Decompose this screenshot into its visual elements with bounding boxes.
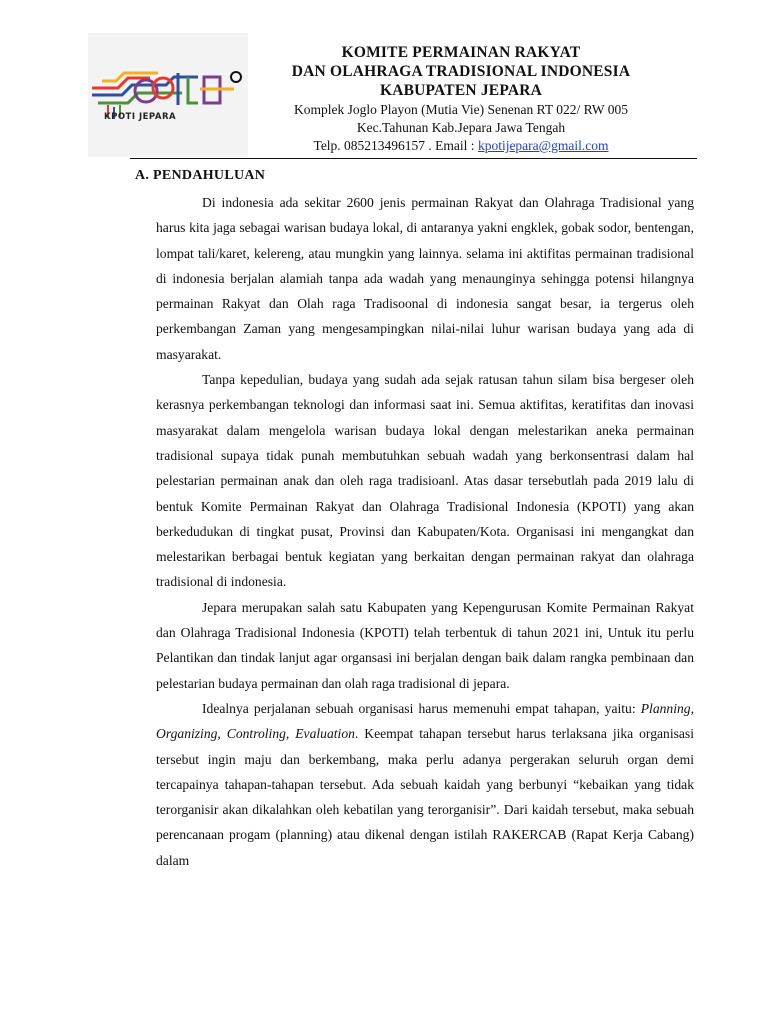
paragraph-3: Jepara merupakan salah satu Kabupaten yang Kepengurusan Komite Permainan Rakyat dan Olahraga Tradisional Indonesia (KPOTI) telah terbentuk di tahun 2021 ini, Untuk itu perlu Pelantikan dan tindak lanjut agar organsasi ini berjalan dengan baik dalam rangka pembinaan dan pelestarian budaya permainan dan olah raga tradisional di jepara. (156, 599, 694, 691)
contact-line (256, 137, 666, 155)
email-link[interactable]: kpotijepara@gmail.com (477, 138, 609, 153)
letterhead (256, 43, 666, 155)
address-line-1: Komplek Joglo Playon (Mutia Vie) Senenan RT 022/ RW 005 (294, 102, 628, 117)
address-line-2: Kec.Tahunan Kab.Jepara Jawa Tengah (356, 120, 566, 135)
org-title-line-1: KOMITE PERMAINAN RAKYAT (341, 44, 581, 61)
kpoti-logo-icon (88, 33, 248, 157)
org-title-line-3: KABUPATEN JEPARA (379, 82, 543, 99)
paragraph-2: Tanpa kepedulian, budaya yang sudah ada sejak ratusan tahun silam bisa bergeser oleh kerasnya perkembangan teknologi dan informasi saat ini. Semua aktifitas, keratifitas dan inovasi masyarakat dalam mengelola warisan budaya lokal dengan melestarikan aneka permainan tradisional supaya tidak punah membutuhkan sebuah wadah yang berkonsentrasi dalam hal pelestarian permainan anak dan oleh raga tradisioanl. Atas dasar tersebutlah pada 2019 lalu di bentuk Komite Permainan Rakyat dan Olahraga Tradisional Indonesia (KPOTI) yang akan berkedudukan di tingkat pusat, Provinsi dan Kabupaten/Kota. Organisasi ini mengangkat dan melestarikan berbagai bentuk kegiatan yang berkaitan dengan permainan rakyat dan olahraga tradisional di indonesia. (156, 372, 694, 590)
document-body (156, 190, 694, 873)
logo-caption: KPOTI JEPARA (104, 112, 177, 122)
org-title-line-2: DAN OLAHRAGA TRADISIONAL INDONESIA (291, 63, 631, 80)
phone-text: Telp. 085213496157 . Email : (313, 138, 478, 153)
paragraph-4-italic: Planning, Organizing, Controling, Evaluation (156, 700, 694, 742)
paragraph-4-rest: . Keempat tahapan tersebut harus terlaksana jika organisasi tersebut ingin maju dan berkembang, maka perlu adanya pergerakan seluruh organ demi tercapainya tahapan-tahapan tersebut. Ada sebuah kaidah yang berbunyi “kebaikan yang tidak terorganisir akan dikalahkan oleh kebatilan yang terorganisir”. Dari kaidah tersebut, maka sebuah perencanaan progam (planning) atau dikenal dengan istilah RAKERCAB (Rapat Kerja Cabang) dalam (156, 726, 695, 868)
paragraph-4 (156, 696, 694, 873)
paragraph-1: Di indonesia ada sekitar 2600 jenis permainan Rakyat dan Olahraga Tradisional yang harus kita jaga sebagai warisan budaya lokal, di antaranya yakni engklek, gobak sodor, bentengan, lompat tali/karet, kelereng, atau mungkin yang lainnya. selama ini aktifitas permainan tradisional di indonesia berjalan alamiah tanpa ada wadah yang menaunginya sehingga potensi hilangnya permainan Rakyat dan Olah raga Tradisoonal di indonesia sangat besar, ia tergerus oleh perkembangan Zaman yang mengesampingkan nilai-nilai luhur warisan budaya yang ada di masyarakat. (156, 195, 694, 362)
header-divider (130, 158, 697, 159)
kpoti-logo (88, 33, 248, 157)
paragraph-4-start: Idealnya perjalanan sebuah organisasi harus memenuhi empat tahapan, yaitu: (202, 700, 641, 716)
section-heading: A. PENDAHULUAN (135, 168, 266, 183)
